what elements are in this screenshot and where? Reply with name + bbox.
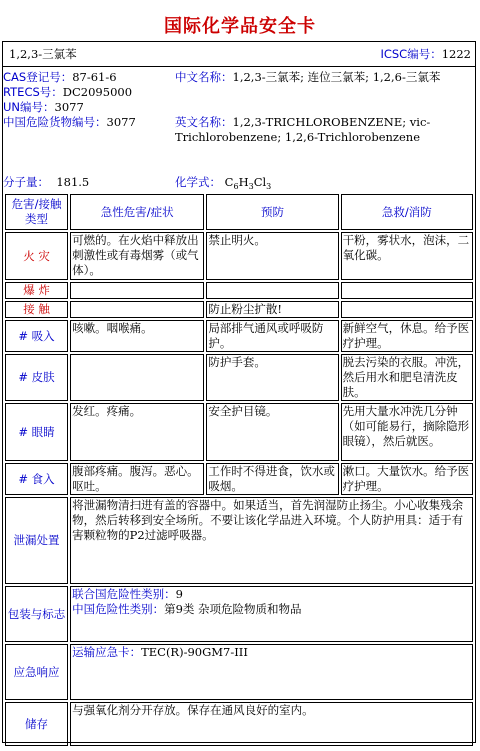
un-class-label: 联合国危险性类别： bbox=[72, 587, 176, 601]
col-prevention: 预防 bbox=[206, 194, 338, 230]
un-class-value: 9 bbox=[175, 587, 183, 601]
divider bbox=[3, 66, 475, 67]
row-label-ingestion: # 食入 bbox=[5, 463, 68, 495]
storage-text: 与强氧化剂分开存放。保存在通风良好的室内。 bbox=[70, 702, 473, 746]
table-header-row bbox=[5, 194, 473, 230]
cell-prevention: 安全护目镜。 bbox=[206, 403, 338, 461]
table-row bbox=[5, 301, 473, 318]
rtecs-value: DC2095000 bbox=[62, 85, 133, 99]
table-row bbox=[5, 282, 473, 299]
cn-dg-value: 3077 bbox=[106, 115, 136, 129]
en-name-value: 1,2,3-TRICHLOROBENZENE; vic-Trichlorobenzene; 1,2,6-Trichlorobenzene bbox=[175, 115, 431, 144]
row-label-fire: 火 灾 bbox=[5, 232, 68, 280]
emergency-row bbox=[5, 644, 473, 700]
emergency-card-value: TEC(R)-90GM7-III bbox=[141, 645, 248, 659]
cn-class-label: 中国危险性类别： bbox=[72, 602, 165, 616]
molecular-weight bbox=[3, 175, 89, 190]
mw-label: 分子量： bbox=[3, 175, 49, 189]
emergency-cell bbox=[70, 644, 473, 700]
rtecs-label: RTECS号： bbox=[3, 85, 63, 99]
formula-cl: Cl bbox=[253, 175, 267, 189]
cn-name-label: 中文名称： bbox=[175, 70, 233, 84]
cell-prevention: 防护手套。 bbox=[206, 354, 338, 401]
cell-prevention: 防止粉尘扩散! bbox=[206, 301, 338, 318]
cell-prevention: 局部排气通风或呼吸防护。 bbox=[206, 320, 338, 352]
hazard-table bbox=[3, 192, 475, 748]
formula-cl-count: 3 bbox=[266, 182, 272, 191]
mw-value: 181.5 bbox=[56, 175, 90, 189]
cell-hazard bbox=[70, 282, 204, 299]
cell-firstaid: 先用大量水冲洗几分钟（如可能易行，摘除隐形眼镜），然后就医。 bbox=[341, 403, 473, 461]
icsc-value: 1222 bbox=[441, 47, 471, 61]
leak-label: 泄漏处置 bbox=[5, 497, 68, 584]
storage-label: 储存 bbox=[5, 702, 68, 746]
col-hazard: 急性危害/症状 bbox=[70, 194, 204, 230]
formula-label: 化学式： bbox=[175, 175, 221, 189]
col-type: 危害/接触类型 bbox=[5, 194, 68, 230]
cas-value: 87-61-6 bbox=[72, 70, 117, 84]
safety-card bbox=[2, 41, 476, 743]
cell-firstaid bbox=[341, 282, 473, 299]
row-label-explosion: 爆 炸 bbox=[5, 282, 68, 299]
icsc-label: ICSC编号： bbox=[380, 47, 442, 61]
packaging-cell bbox=[70, 586, 473, 642]
cell-hazard: 腹部疼痛。腹泻。恶心。呕吐。 bbox=[70, 463, 204, 495]
un-value: 3077 bbox=[54, 100, 84, 114]
formula-c: C bbox=[224, 175, 234, 189]
leak-text: 将泄漏物清扫进有盖的容器中。如果适当，首先润湿防止扬尘。小心收集残余物，然后转移到安全场所。不要让该化学品进入环境。个人防护用具：适于有害颗粒物的P2过滤呼吸器。 bbox=[70, 497, 473, 584]
cell-hazard: 咳嗽。咽喉痛。 bbox=[70, 320, 204, 352]
row-label-inhalation: # 吸入 bbox=[5, 320, 68, 352]
table-row bbox=[5, 232, 473, 280]
cell-hazard bbox=[70, 354, 204, 401]
chinese-name bbox=[175, 70, 471, 85]
formula-h-count: 3 bbox=[248, 182, 254, 191]
cas-label: CAS登记号： bbox=[3, 70, 73, 84]
cn-class-value: 第9类 杂项危险物质和物品 bbox=[164, 602, 302, 616]
packaging-label: 包装与标志 bbox=[5, 586, 68, 642]
cell-firstaid: 新鲜空气，休息。给予医疗护理。 bbox=[341, 320, 473, 352]
cell-hazard: 发红。疼痛。 bbox=[70, 403, 204, 461]
leak-row bbox=[5, 497, 473, 584]
packaging-row bbox=[5, 586, 473, 642]
storage-row bbox=[5, 702, 473, 746]
cell-prevention: 禁止明火。 bbox=[206, 232, 338, 280]
cell-prevention bbox=[206, 282, 338, 299]
cell-firstaid: 漱口。大量饮水。给予医疗护理。 bbox=[341, 463, 473, 495]
row-label-eyes: # 眼睛 bbox=[5, 403, 68, 461]
chemical-name: 1,2,3-三氯苯 bbox=[9, 47, 77, 61]
cell-hazard bbox=[70, 301, 204, 318]
cn-name-value: 1,2,3-三氯苯; 连位三氯苯; 1,2,6-三氯苯 bbox=[232, 70, 441, 84]
cell-hazard: 可燃的。在火焰中释放出刺激性或有毒烟雾（或气体）。 bbox=[70, 232, 204, 280]
formula-c-count: 6 bbox=[233, 182, 239, 191]
en-name-label: 英文名称： bbox=[175, 115, 233, 129]
cn-dg-label: 中国危险货物编号： bbox=[3, 115, 107, 129]
cell-firstaid: 脱去污染的衣服。冲洗，然后用水和肥皂清洗皮肤。 bbox=[341, 354, 473, 401]
cell-prevention: 工作时不得进食，饮水或吸烟。 bbox=[206, 463, 338, 495]
page-title: 国际化学品安全卡 bbox=[164, 16, 316, 37]
emergency-card-label: 运输应急卡： bbox=[72, 645, 142, 659]
row-label-skin: # 皮肤 bbox=[5, 354, 68, 401]
table-row bbox=[5, 320, 473, 352]
table-row bbox=[5, 403, 473, 461]
row-label-contact: 接 触 bbox=[5, 301, 68, 318]
icsc-number bbox=[380, 47, 471, 62]
cell-firstaid bbox=[341, 301, 473, 318]
identifiers bbox=[3, 70, 171, 130]
cell-firstaid: 干粉，雾状水，泡沫，二氧化碳。 bbox=[341, 232, 473, 280]
col-firstaid: 急救/消防 bbox=[341, 194, 473, 230]
formula-h: H bbox=[238, 175, 249, 189]
un-label: UN编号： bbox=[3, 100, 55, 114]
table-row bbox=[5, 354, 473, 401]
english-name bbox=[175, 115, 471, 145]
emergency-label: 应急响应 bbox=[5, 644, 68, 700]
table-row bbox=[5, 463, 473, 495]
